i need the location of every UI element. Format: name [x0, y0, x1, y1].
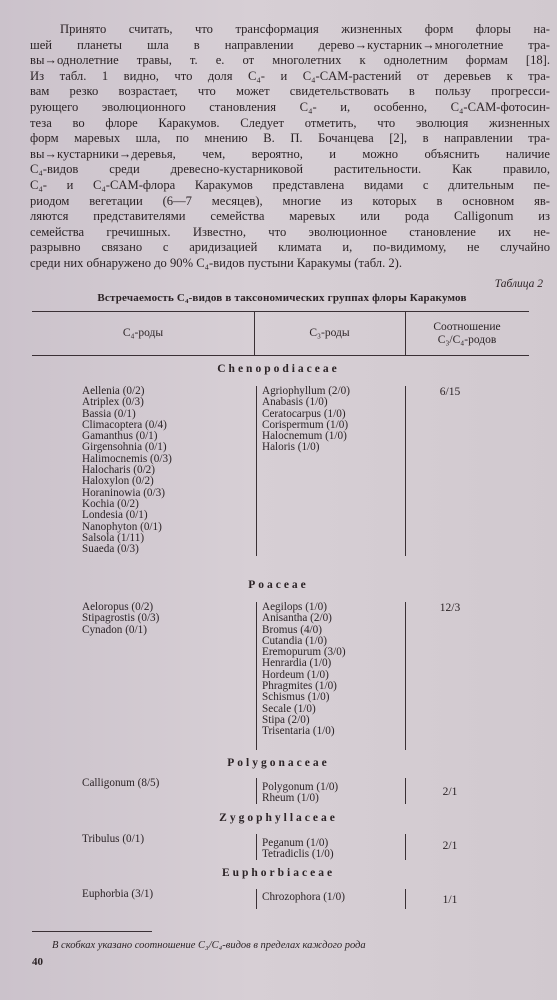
genus-entry: Peganum (1/0) — [262, 837, 329, 849]
paragraph-line: Принято считать, что трансформация жизненных форм флоры на- — [60, 22, 550, 36]
paragraph-line: теза во флоре Каракумов. Следует отметить, что эволюция жизненных — [30, 115, 550, 130]
genus-entry: Stipa (2/0) — [262, 713, 310, 726]
c4-genera-list — [82, 602, 159, 636]
genus-entry: Londesia (0/1) — [82, 509, 148, 522]
column-divider — [405, 602, 406, 750]
footnote-rule — [32, 931, 152, 932]
c4-genera-list — [82, 889, 153, 900]
family-name: Zygophyllaceae — [219, 812, 338, 824]
c3-genera-list — [262, 838, 334, 861]
ratio-value: 12/3 — [439, 602, 461, 614]
ratio-value: 6/15 — [439, 386, 461, 398]
paragraph-line: разрывно связано с аридизацией климата и, по-видимому, не случайно — [30, 240, 550, 255]
body-paragraph — [30, 22, 550, 272]
genus-entry: Atriplex (0/3) — [82, 396, 144, 409]
genus-entry: Euphorbia (3/1) — [82, 888, 154, 900]
genus-entry: Nanophyton (0/1) — [82, 520, 162, 533]
genus-entry: Girgensohnia (0/1) — [82, 441, 167, 454]
genus-entry: Hordeum (1/0) — [262, 668, 329, 681]
genus-entry: Bromus (4/0) — [262, 623, 322, 636]
genus-entry: Ceratocarpus (1/0) — [262, 407, 346, 420]
paragraph-line: среди них обнаружено до 90% C₄-видов пустыни Каракумы (табл. 2). — [30, 255, 403, 270]
genus-entry: Trisentaria (1/0) — [262, 725, 335, 738]
genus-entry: Cynadon (0/1) — [82, 623, 147, 636]
genus-entry: Anabasis (1/0) — [262, 396, 328, 409]
c4-genera-list — [82, 834, 144, 845]
genus-entry: Kochia (0/2) — [82, 497, 139, 510]
genus-entry: Corispermum (1/0) — [262, 418, 349, 431]
paragraph-line: риодом вегетации (6—7 месяцев), многие из которых в основном яв- — [30, 193, 550, 208]
paragraph-line: ляются представителями семейства маревых или рода Calligonum из — [30, 209, 550, 224]
paragraph-line: форм маревых шла, по мнению В. П. Бочанцева [2], в направлении тра- — [30, 131, 550, 146]
paragraph-line: рующего эволюционного становления C₄- и, особенно, C₄-CAM-фотосин- — [30, 99, 550, 114]
genus-entry: Salsola (1/11) — [82, 531, 145, 544]
genus-entry: Eremopurum (3/0) — [262, 646, 346, 659]
genus-entry: Rheum (1/0) — [262, 792, 319, 805]
family-name: Chenopodiaceae — [217, 363, 340, 375]
genus-entry: Halocnemum (1/0) — [262, 430, 347, 443]
column-divider — [256, 602, 257, 750]
family-name: Euphorbiaceae — [221, 867, 336, 879]
header-c3: C₃-роды — [309, 327, 350, 339]
paragraph-line: Из табл. 1 видно, что доля C₄- и C₄-CAM-растений от деревьев к тра- — [30, 68, 550, 83]
column-divider — [256, 889, 257, 909]
genus-entry: Phragmites (1/0) — [262, 680, 337, 693]
column-divider — [256, 386, 257, 556]
c3-genera-list — [262, 892, 345, 903]
ratio-value: 2/1 — [442, 840, 458, 852]
ratio-value: 1/1 — [442, 894, 458, 906]
paragraph-line: C₄- и C₄-CAM-флора Каракумов представлена видами с длительным пе- — [30, 177, 550, 192]
column-divider — [405, 778, 406, 804]
genus-entry: Halimocnemis (0/3) — [82, 452, 172, 465]
c4-genera-list — [82, 386, 172, 555]
c3-genera-list — [262, 782, 338, 805]
paragraph-line: шей планеты шла в направлении дерево→кустарник→многолетние тра- — [30, 37, 550, 52]
column-divider — [256, 834, 257, 860]
column-divider — [405, 889, 406, 909]
c4-genera-list — [82, 778, 159, 789]
column-divider — [405, 834, 406, 860]
genus-entry: Halocharis (0/2) — [82, 464, 156, 477]
c3-genera-list — [262, 386, 350, 454]
genus-entry: Schismus (1/0) — [262, 691, 330, 704]
paragraph-line: C₄-видов среди древесно-кустарниковой растительности. Как правило, — [30, 162, 550, 177]
genus-entry: Cutandia (1/0) — [262, 634, 327, 647]
genus-entry: Tribulus (0/1) — [82, 833, 145, 845]
page-number: 40 — [32, 956, 43, 968]
genus-entry: Aellenia (0/2) — [82, 385, 145, 397]
header-ratio — [405, 321, 529, 347]
genus-entry: Tetradiclis (1/0) — [262, 848, 334, 861]
header-ratio-line1: Соотношение — [433, 321, 501, 333]
paragraph-line: вам резко возрастает, что может свидетельствовать в пользу прогресси- — [30, 84, 550, 99]
table-top-rule — [32, 311, 529, 312]
header-ratio-line2: C₃/C₄-родов — [437, 334, 497, 346]
genus-entry: Bassia (0/1) — [82, 407, 136, 420]
c3-genera-list — [262, 602, 346, 738]
genus-entry: Polygonum (1/0) — [262, 781, 339, 793]
genus-entry: Climacoptera (0/4) — [82, 418, 167, 431]
genus-entry: Anisantha (2/0) — [262, 612, 332, 625]
header-c4: C₄-роды — [122, 327, 164, 339]
genus-entry: Horaninowia (0/3) — [82, 486, 165, 499]
genus-entry: Gamanthus (0/1) — [82, 430, 158, 443]
table-header-rule — [32, 355, 529, 356]
table-title: Встречаемость C₄-видов в таксономических группах флоры Каракумов — [97, 292, 467, 304]
ratio-value: 2/1 — [442, 786, 458, 798]
genus-entry: Suaeda (0/3) — [82, 543, 139, 556]
footnote: В скобках указано соотношение C₃/C₄-видов в пределах каждого рода — [52, 940, 366, 951]
paragraph-line: вы→однолетние травы, т. е. от многолетних к однолетним формам [18]. — [30, 53, 550, 68]
genus-entry: Stipagrostis (0/3) — [82, 612, 160, 625]
genus-entry: Secale (1/0) — [262, 702, 316, 715]
family-name: Polygonaceae — [227, 757, 330, 769]
genus-entry: Calligonum (8/5) — [82, 777, 160, 789]
genus-entry: Aegilops (1/0) — [262, 601, 327, 613]
paragraph-line: вы→кустарники→деревья, чем, вероятно, и можно объяснить наличие — [30, 146, 550, 161]
genus-entry: Aeloropus (0/2) — [82, 601, 154, 613]
genus-entry: Haloxylon (0/2) — [82, 475, 154, 488]
genus-entry: Haloris (1/0) — [262, 441, 320, 454]
family-name: Poaceae — [248, 579, 309, 591]
column-divider — [256, 778, 257, 804]
genus-entry: Henrardia (1/0) — [262, 657, 332, 670]
column-divider — [405, 386, 406, 556]
paragraph-line: семейства гречишных. Известно, что эволюционное становление их не- — [30, 224, 550, 239]
genus-entry: Agriophyllum (2/0) — [262, 385, 350, 397]
table-label: Таблица 2 — [494, 278, 543, 290]
genus-entry: Chrozophora (1/0) — [262, 891, 345, 903]
